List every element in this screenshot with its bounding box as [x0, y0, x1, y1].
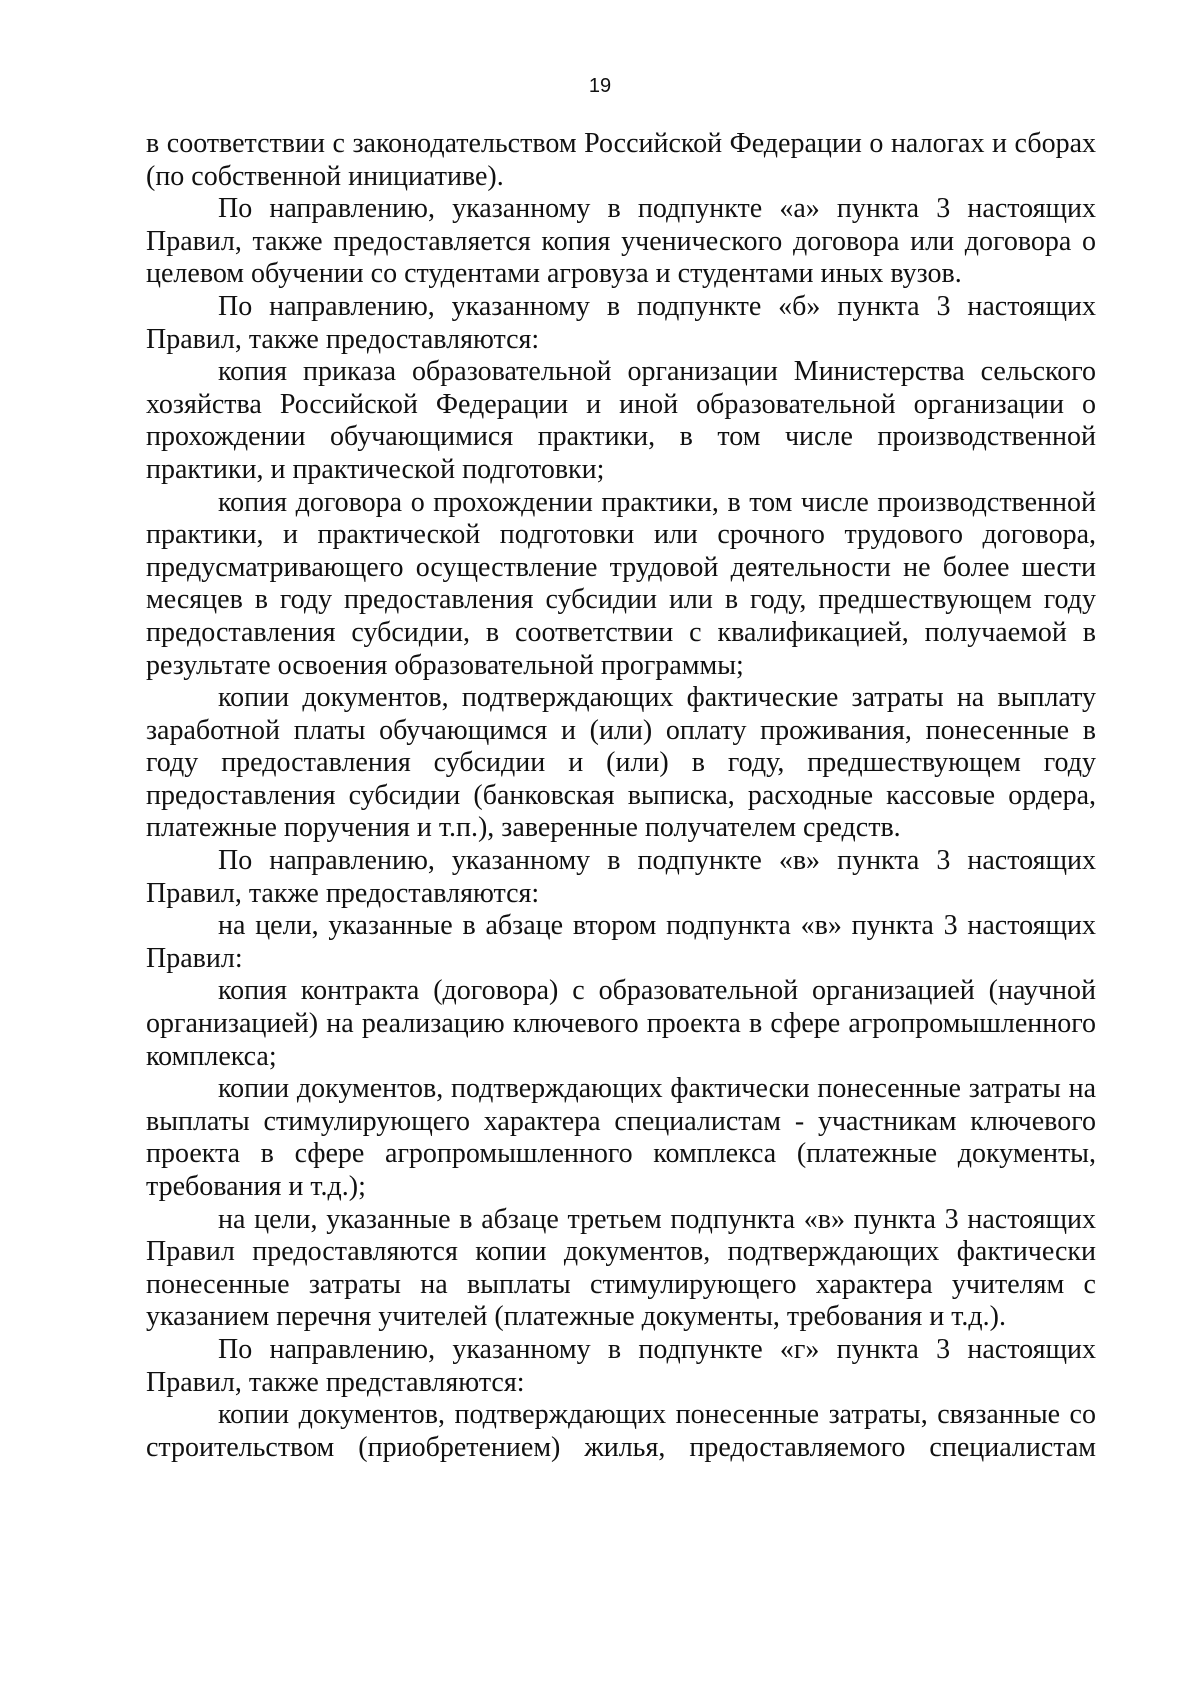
paragraph-10: копии документов, подтверждающих фактически понесенные затраты на выплаты стимулирующего характера специалистам - участникам ключевого проекта в сфере агропромышленного комплекса (платежные документы, требования и т.д.); [146, 1073, 1096, 1202]
paragraph-11: на цели, указанные в абзаце третьем подпункта «в» пункта 3 настоящих Правил предоставляются копии документов, подтверждающих фактически понесенные затраты на выплаты стимулирующего характера учителям с указанием перечня учителей (платежные документы, требования и т.д.). [146, 1203, 1096, 1333]
paragraph-1: в соответствии с законодательством Российской Федерации о налогах и сборах (по собственной инициативе). [146, 128, 1096, 192]
paragraph-5: копия договора о прохождении практики, в том числе производственной практики, и практической подготовки или срочного трудового договора, предусматривающего осуществление трудовой деятельности не более шести месяцев в году предоставления субсидии или в году, предшествующем году предоставления субсидии, в соответствии с квалификацией, получаемой в результате освоения образовательной программы; [146, 486, 1096, 681]
paragraph-2: По направлению, указанному в подпункте «а» пункта 3 настоящих Правил, также предоставляется копия ученического договора или договора о целевом обучении со студентами агровуза и студентами иных вузов. [146, 193, 1096, 290]
paragraph-12: По направлению, указанному в подпункте «г» пункта 3 настоящих Правил, также представляются: [146, 1333, 1096, 1398]
paragraph-9: копия контракта (договора) с образовательной организацией (научной организацией) на реализацию ключевого проекта в сфере агропромышленного комплекса; [146, 975, 1096, 1072]
document-body [146, 128, 1096, 1464]
paragraph-13: копии документов, подтверждающих понесенные затраты, связанные со строительством (приобретением) жилья, предоставляемого специалистам [146, 1399, 1096, 1463]
paragraph-4: копия приказа образовательной организации Министерства сельского хозяйства Российской Федерации и иной образовательной организации о прохождении обучающимися практики, в том числе производственной практики, и практической подготовки; [146, 356, 1096, 485]
page-number: 19 [588, 75, 612, 97]
paragraph-3: По направлению, указанному в подпункте «б» пункта 3 настоящих Правил, также предоставляются: [146, 290, 1096, 355]
paragraph-6: копии документов, подтверждающих фактические затраты на выплату заработной платы обучающимся и (или) оплату проживания, понесенные в году предоставления субсидии и (или) в году, предшествующем году предоставления субсидии (банковская выписка, расходные кассовые ордера, платежные поручения и т.п.), заверенные получателем средств. [146, 682, 1096, 844]
paragraph-8: на цели, указанные в абзаце втором подпункта «в» пункта 3 настоящих Правил: [146, 910, 1096, 974]
paragraph-7: По направлению, указанному в подпункте «в» пункта 3 настоящих Правил, также предоставляются: [146, 845, 1096, 909]
